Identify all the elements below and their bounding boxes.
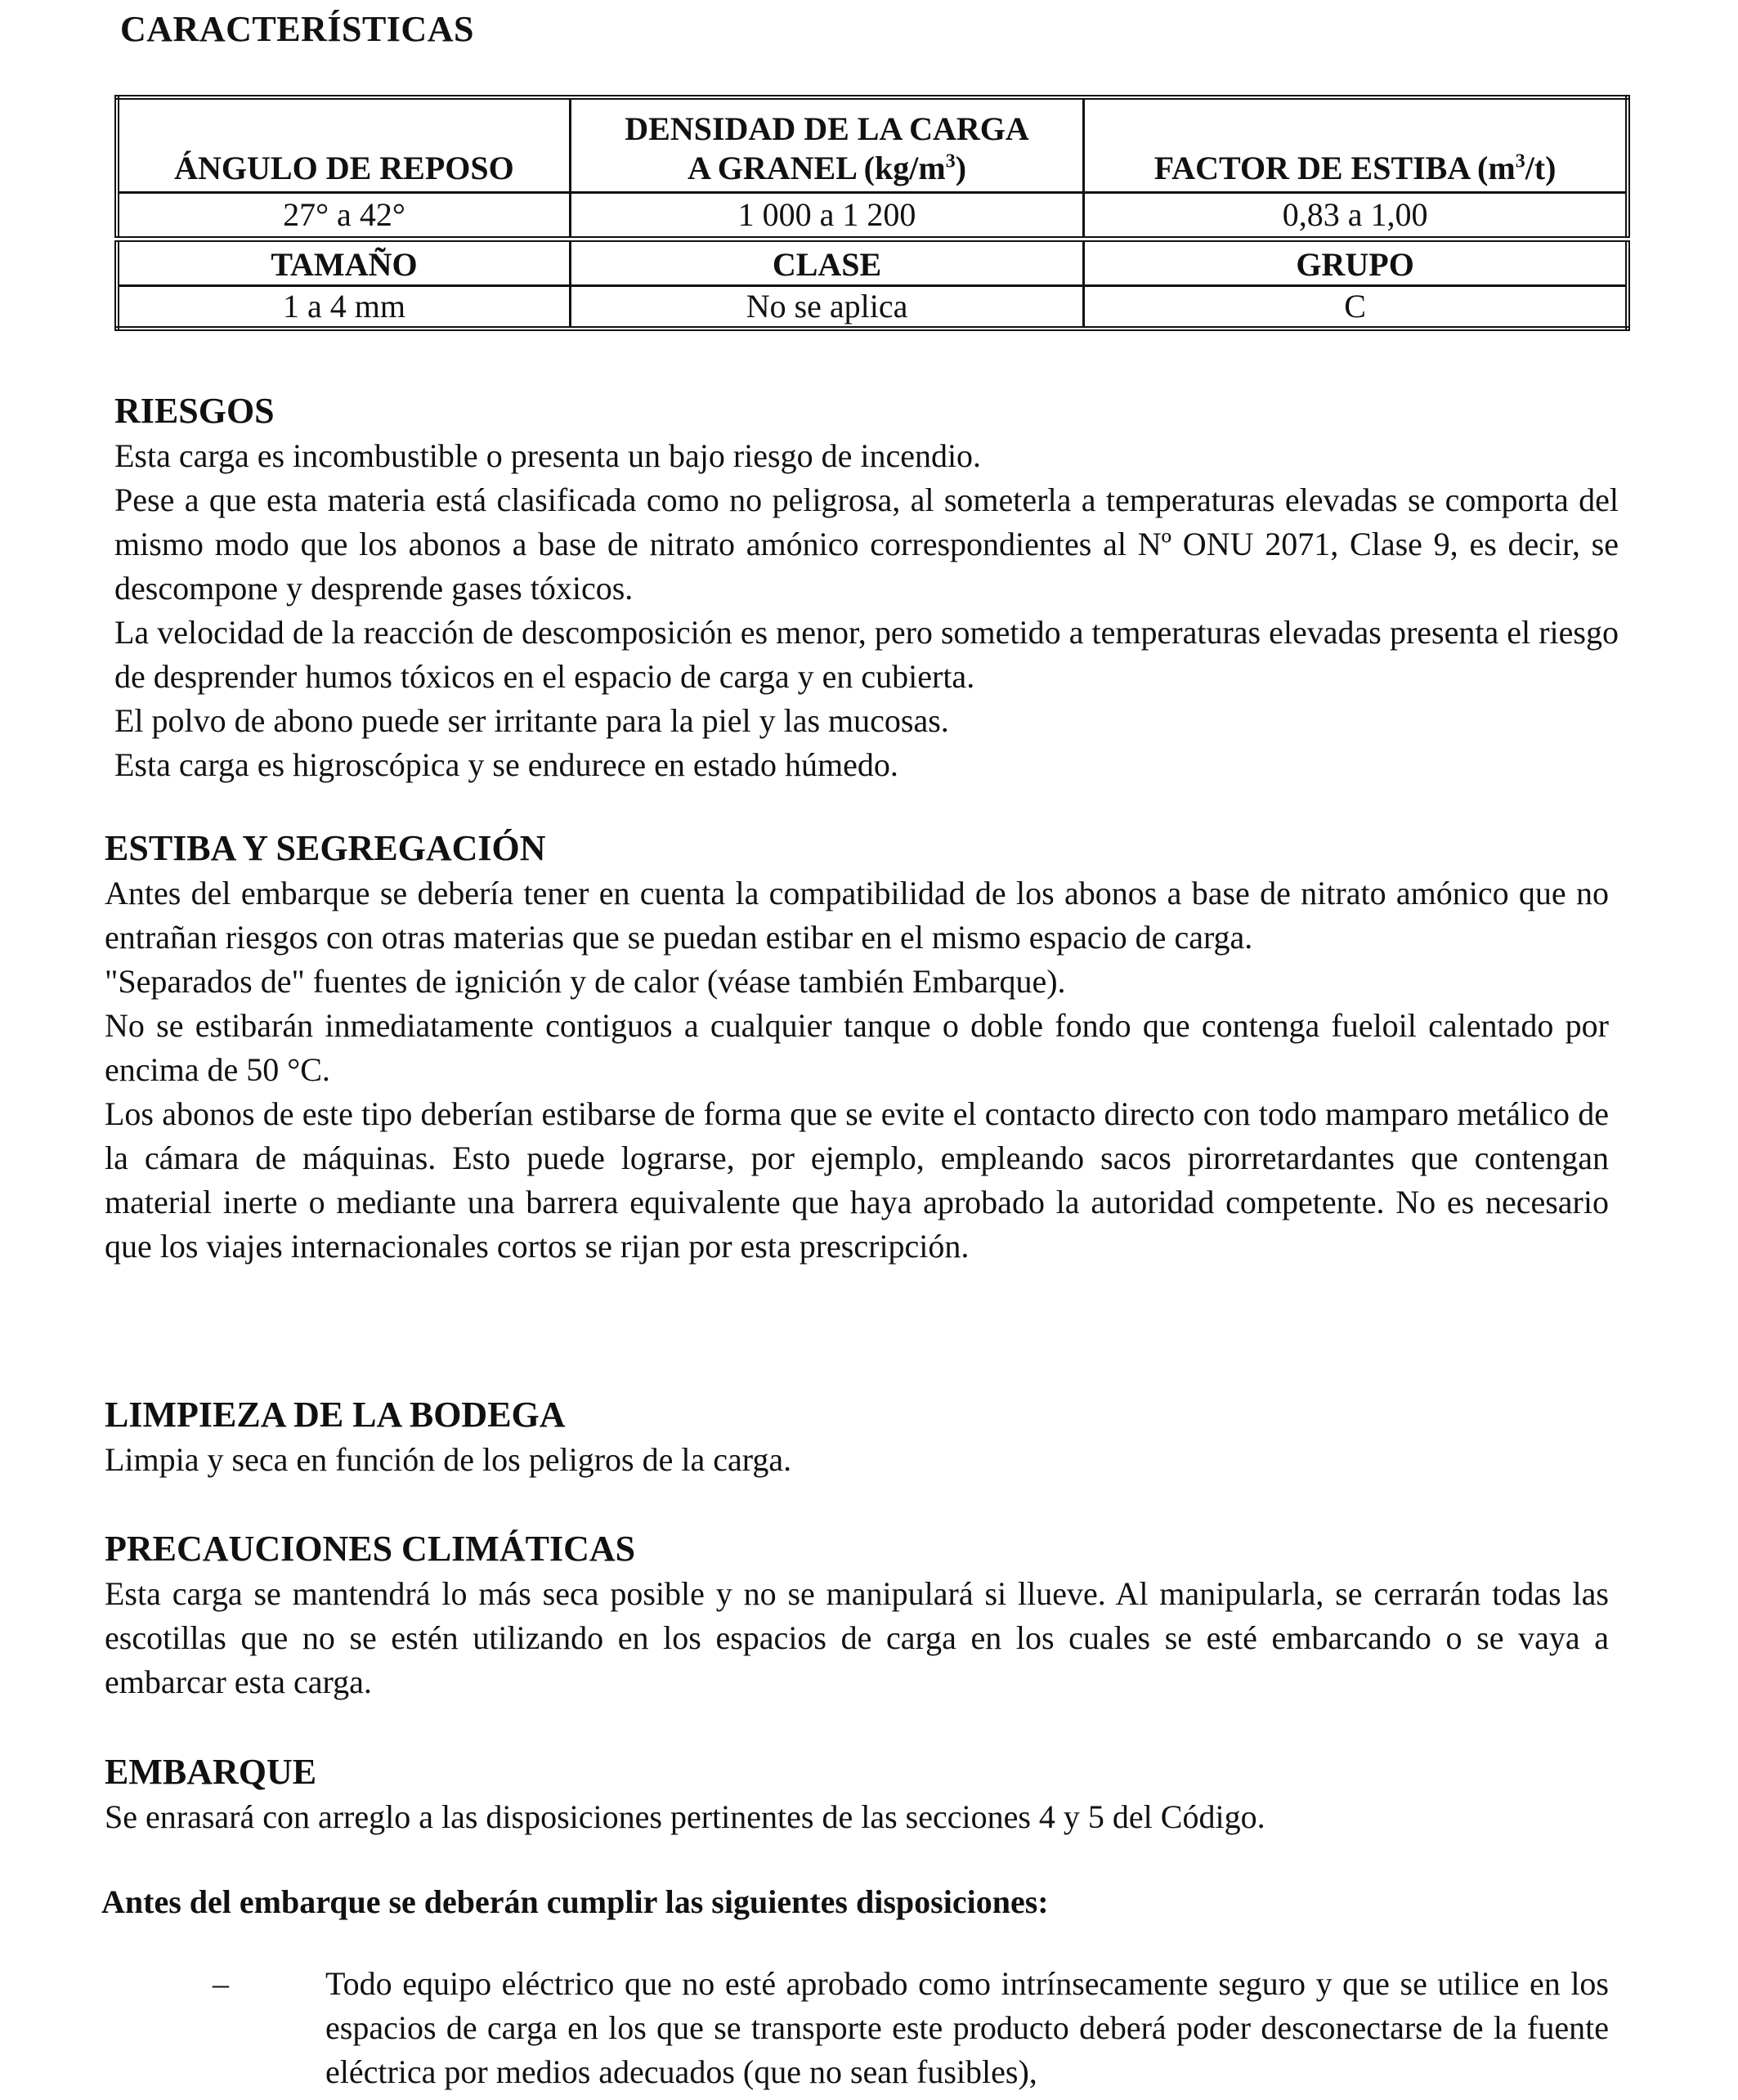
section-title-caracteristicas: CARACTERÍSTICAS: [120, 9, 474, 49]
paragraph: Se enrasará con arreglo a las disposiciones pertinentes de las secciones 4 y 5 del Código.: [105, 1798, 1265, 1835]
paragraph: Antes del embarque se debería tener en cuenta la compatibilidad de los abonos a base de nitrato amónico que no entrañan riesgos con otras materias que se puedan estibar en el mismo espacio de carga.: [105, 875, 1609, 956]
header-factor-sup: 3: [1515, 150, 1525, 172]
value-grupo: C: [1084, 286, 1628, 329]
value-tamano: 1 a 4 mm: [117, 286, 570, 329]
paragraph: Esta carga es incombustible o presenta un bajo riesgo de incendio.: [114, 437, 982, 474]
section-limpieza: [105, 1392, 1609, 1482]
dash-marker: –: [213, 1965, 229, 2002]
requirements-list: [105, 1962, 1609, 2094]
paragraph: Los abonos de este tipo deberían estibarse de forma que se evite el contacto directo con todo mamparo metálico de la cámara de máquinas. Esto puede lograrse, por ejemplo, empleando sacos pirorretardantes que contengan material inerte o mediante una barrera equivalente que haya aprobado la autoridad competente. No es necesario que los viajes internacionales cortos se rijan por esta prescripción.: [105, 1095, 1609, 1265]
table-row: [117, 193, 1628, 240]
characteristics-table: [114, 95, 1630, 331]
heading-estiba: ESTIBA Y SEGREGACIÓN: [105, 828, 546, 868]
paragraph: La velocidad de la reacción de descomposición es menor, pero sometido a temperaturas elevadas presenta el riesgo de desprender humos tóxicos en el espacio de carga y en cubierta.: [114, 614, 1619, 695]
section-embarque: [105, 1749, 1609, 1839]
section-precauciones-climaticas: [105, 1526, 1609, 1704]
section-riesgos: [114, 388, 1619, 787]
heading-limpieza: LIMPIEZA DE LA BODEGA: [105, 1395, 566, 1435]
heading-riesgos: RIESGOS: [114, 391, 275, 431]
table-header-row: [117, 240, 1628, 286]
header-tamano: TAMAÑO: [117, 240, 570, 286]
paragraph: Esta carga se mantendrá lo más seca posible y no se manipulará si llueve. Al manipularla, se cerrarán todas las escotillas que no se estén utilizando en los espacios de carga en los cuales se esté embarcando o se vaya a embarcar esta carga.: [105, 1575, 1609, 1700]
paragraph: Pese a que esta materia está clasificada como no peligrosa, al someterla a temperaturas elevadas se comporta del mismo modo que los abonos a base de nitrato amónico correspondientes al Nº ONU 2071, Clase 9, es decir, se descompone y desprende gases tóxicos.: [114, 481, 1619, 607]
paragraph: El polvo de abono puede ser irritante para la piel y las mucosas.: [114, 702, 949, 739]
heading-precauciones: PRECAUCIONES CLIMÁTICAS: [105, 1529, 636, 1569]
table-row: [117, 286, 1628, 329]
heading-embarque: EMBARQUE: [105, 1752, 317, 1792]
list-item-text: Todo equipo eléctrico que no esté aprobado como intrínsecamente seguro y que se utilice en los espacios de carga en los que se transporte este producto deberá poder desconectarse de la fuente eléctrica por medios adecuados (que no sean fusibles),: [325, 1965, 1609, 2090]
requirements-intro: Antes del embarque se deberán cumplir las siguientes disposiciones:: [101, 1883, 1049, 1920]
value-densidad: 1 000 a 1 200: [570, 193, 1083, 240]
header-densidad: [570, 97, 1083, 193]
header-densidad-close: ): [955, 150, 967, 186]
header-angulo: ÁNGULO DE REPOSO: [117, 97, 570, 193]
value-factor: 0,83 a 1,00: [1084, 193, 1628, 240]
header-factor-text: FACTOR DE ESTIBA (m: [1153, 150, 1516, 186]
value-angulo: 27° a 42°: [117, 193, 570, 240]
paragraph: Limpia y seca en función de los peligros de la carga.: [105, 1441, 792, 1478]
value-clase: No se aplica: [570, 286, 1083, 329]
header-grupo: GRUPO: [1084, 240, 1628, 286]
list-item: [105, 1962, 1609, 2094]
header-densidad-line1: DENSIDAD DE LA CARGA: [625, 110, 1029, 147]
header-factor-close: /t): [1525, 150, 1557, 186]
header-densidad-line2: A GRANEL (kg/m: [688, 150, 946, 186]
paragraph: No se estibarán inmediatamente contiguos a cualquier tanque o doble fondo que contenga fueloil calentado por encima de 50 °C.: [105, 1007, 1609, 1088]
header-densidad-sup: 3: [945, 150, 956, 172]
paragraph: Esta carga es higroscópica y se endurece en estado húmedo.: [114, 746, 898, 783]
header-clase: CLASE: [570, 240, 1083, 286]
section-estiba: [105, 826, 1609, 1269]
table-header-row: [117, 97, 1628, 193]
header-factor: [1084, 97, 1628, 193]
paragraph: "Separados de" fuentes de ignición y de calor (véase también Embarque).: [105, 963, 1066, 1000]
